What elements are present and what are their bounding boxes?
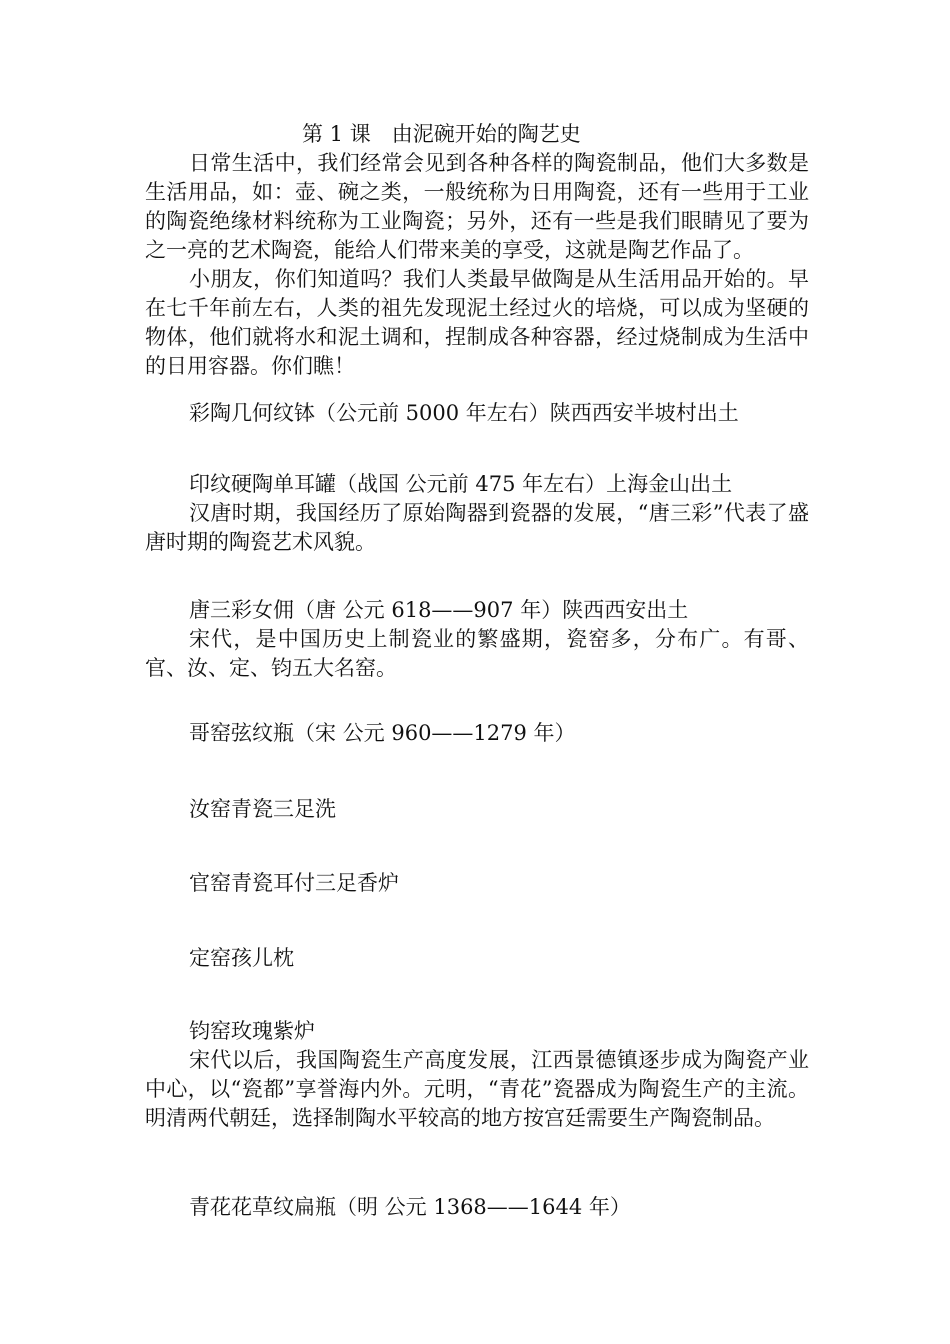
song-paragraph: 宋代，是中国历史上制瓷业的繁盛期，瓷窑多，分布广。有哥、官、汝、定、钧五大名窑。 <box>145 627 809 680</box>
caption-ge-kiln-vase: 哥窑弦纹瓶（宋 公元 960——1279 年） <box>189 721 576 745</box>
caption-ding-kiln-pillow: 定窑孩儿枕 <box>189 946 294 970</box>
caption-ru-kiln-washer: 汝窑青瓷三足洗 <box>189 797 336 821</box>
han-tang-paragraph: 汉唐时期，我国经历了原始陶器到瓷器的发展，“唐三彩”代表了盛唐时期的陶瓷艺术风貌。 <box>145 501 809 554</box>
intro-paragraph: 日常生活中，我们经常会见到各种各样的陶瓷制品，他们大多数是生活用品，如：壶、碗之类，一般统称为日用陶瓷，还有一些用于工业的陶瓷绝缘材料统称为工业陶瓷；另外，还有一些是我们眼睛见了要为之一亮的艺术陶瓷，能给人们带来美的享受，这就是陶艺作品了。 <box>145 151 809 262</box>
caption-jun-kiln-censer: 钧窑玫瑰紫炉 <box>189 1019 315 1043</box>
caption-painted-pottery-bowl: 彩陶几何纹钵（公元前 5000 年左右）陕西西安半坡村出土 <box>189 401 739 425</box>
caption-guan-kiln-censer: 官窑青瓷耳付三足香炉 <box>189 871 399 895</box>
post-song-paragraph: 宋代以后，我国陶瓷生产高度发展，江西景德镇逐步成为陶瓷产业中心，以“瓷都”享誉海内外。元明，“青花”瓷器成为陶瓷生产的主流。明清两代朝廷，选择制陶水平较高的地方按宫廷需要生产陶瓷制品。 <box>145 1048 809 1130</box>
origin-paragraph: 小朋友，你们知道吗？我们人类最早做陶是从生活用品开始的。早在七千年前左右，人类的祖先发现泥土经过火的培烧，可以成为坚硬的物体，他们就将水和泥土调和，捏制成各种容器，经过烧制成为生活中的日用容器。你们瞧！ <box>145 267 809 378</box>
caption-blue-white-flask: 青花花草纹扁瓶（明 公元 1368——1644 年） <box>189 1195 631 1219</box>
caption-stamped-jar: 印纹硬陶单耳罐（战国 公元前 475 年左右）上海金山出土 <box>189 472 733 496</box>
caption-tang-sancai-figure: 唐三彩女佣（唐 公元 618——907 年）陕西西安出土 <box>189 598 689 622</box>
lesson-title: 第 1 课 由泥碗开始的陶艺史 <box>302 122 581 146</box>
